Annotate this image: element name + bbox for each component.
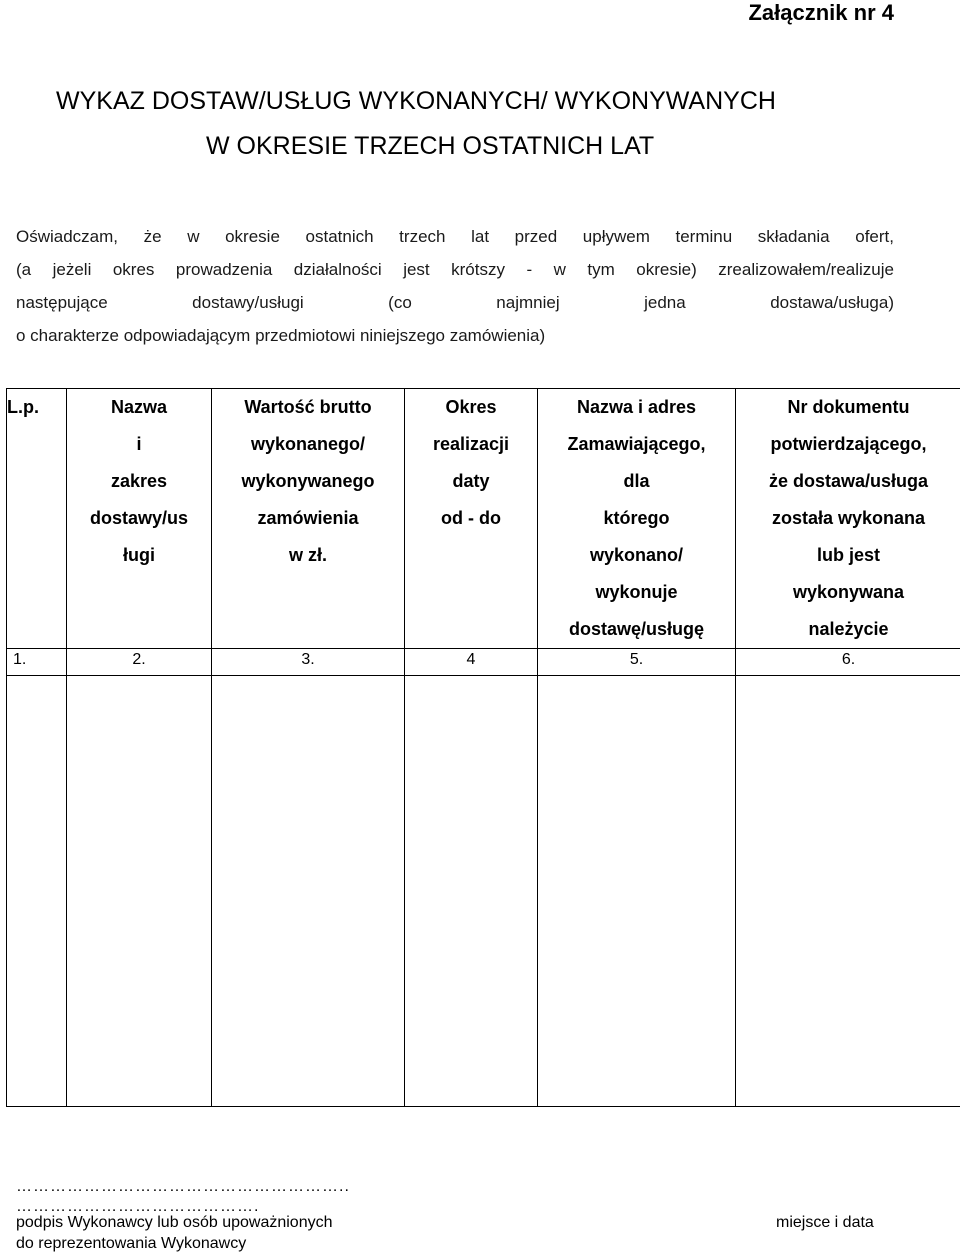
header-line: zakres: [110, 471, 168, 491]
header-line: i: [136, 434, 142, 454]
header-line: została wykonana: [771, 508, 926, 528]
header-line: Nazwa: [110, 397, 168, 417]
table-cell-client[interactable]: [538, 676, 736, 1107]
header-line: Nazwa i adres: [576, 397, 697, 417]
signature-label: [16, 1212, 332, 1254]
deliveries-table: [6, 388, 960, 1107]
header-line: dla: [623, 471, 650, 491]
declaration-line: następujące dostawy/usługi (co najmniej jedna dostawa/usługa): [16, 293, 894, 312]
header-lp: [7, 389, 67, 649]
header-line: Zamawiającego,: [567, 434, 706, 454]
header-line: Nr dokumentu: [787, 397, 910, 417]
header-line: dostawy/us: [89, 508, 189, 528]
document-title-line-2: W OKRESIE TRZECH OSTATNICH LAT: [206, 132, 655, 160]
header-line: wykonanego/: [250, 434, 366, 454]
signature-dots-line: …………………………………………………..: [16, 1178, 350, 1195]
table-cell-gross-value[interactable]: [212, 676, 405, 1107]
table-cell-lp[interactable]: [7, 676, 67, 1107]
header-line: dostawę/usługę: [568, 619, 705, 639]
header-line: L.p.: [7, 397, 39, 417]
column-number: 3.: [212, 649, 405, 676]
header-line: wykonywanego: [241, 471, 375, 491]
declaration-line: (a jeżeli okres prowadzenia działalności jest krótszy - w tym okresie) zrealizowałem/realizuje: [16, 260, 894, 279]
column-number: 5.: [538, 649, 736, 676]
header-line: że dostawa/usługa: [768, 471, 929, 491]
annex-label: Załącznik nr 4: [748, 0, 894, 25]
column-number: 4: [405, 649, 538, 676]
header-line: w zł.: [288, 545, 327, 565]
header-document-no: [736, 389, 960, 649]
table-row: [7, 676, 960, 1107]
header-line: lub jest: [816, 545, 880, 565]
table-cell-name-scope[interactable]: [67, 676, 212, 1107]
table-cell-document-no[interactable]: [736, 676, 960, 1107]
header-line: od - do: [441, 508, 501, 528]
place-date-label: miejsce i data: [776, 1214, 874, 1231]
header-line: daty: [452, 471, 490, 491]
column-number: 2.: [67, 649, 212, 676]
declaration-paragraph: [16, 220, 894, 352]
header-line: realizacji: [432, 434, 510, 454]
header-period: [405, 389, 538, 649]
header-line: którego: [603, 508, 670, 528]
header-line: zamówienia: [257, 508, 359, 528]
table-cell-period[interactable]: [405, 676, 538, 1107]
table-number-row: [7, 649, 960, 676]
header-line: wykonuje: [595, 582, 678, 602]
declaration-line: o charakterze odpowiadającym przedmiotowi niniejszego zamówienia): [16, 326, 546, 345]
column-number: 6.: [736, 649, 960, 676]
signature-label-line: podpis Wykonawcy lub osób upoważnionych: [16, 1214, 333, 1231]
header-line: wykonano/: [589, 545, 683, 565]
header-line: ługi: [123, 545, 155, 565]
header-name-scope: [67, 389, 212, 649]
signature-dots-line: …………………………………….: [16, 1198, 260, 1215]
header-line: Wartość brutto: [244, 397, 372, 417]
declaration-line: Oświadczam, że w okresie ostatnich trzech lat przed upływem terminu składania ofert,: [16, 227, 894, 246]
header-client: [538, 389, 736, 649]
header-line: potwierdzającego,: [770, 434, 927, 454]
table-header-row: [7, 389, 960, 649]
column-number: 1.: [7, 649, 67, 676]
signature-label-line: do reprezentowania Wykonawcy: [16, 1235, 247, 1252]
document-title-line-1: WYKAZ DOSTAW/USŁUG WYKONANYCH/ WYKONYWANYCH: [56, 87, 776, 115]
header-line: wykonywana: [792, 582, 905, 602]
header-gross-value: [212, 389, 405, 649]
header-line: Okres: [445, 397, 497, 417]
header-line: należycie: [808, 619, 889, 639]
